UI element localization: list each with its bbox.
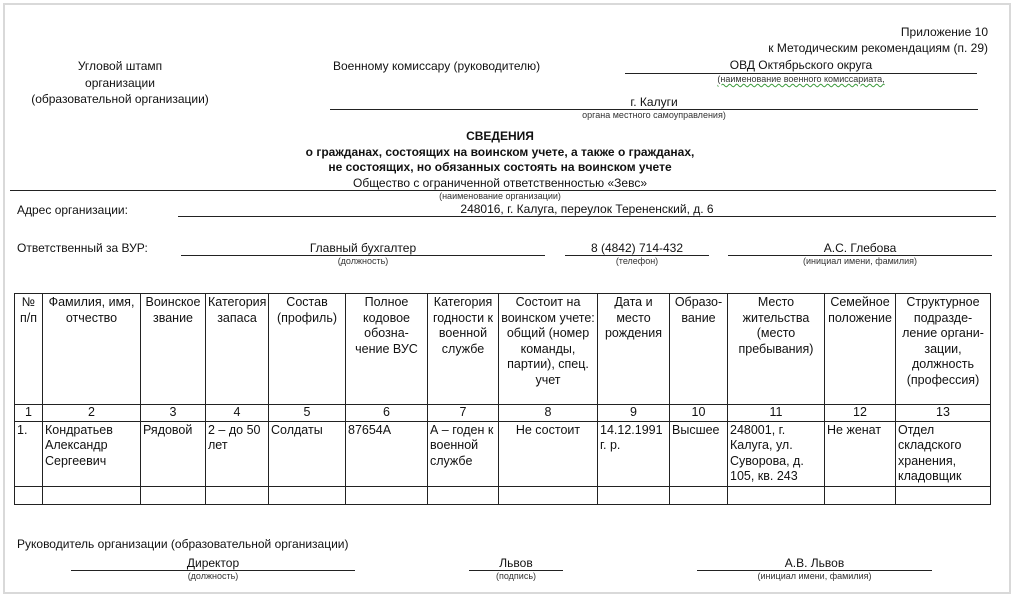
table-header-row: [15, 294, 991, 405]
address-value: 248016, г. Калуга, переулок Терененский, д. 6: [460, 202, 714, 216]
table-row: [15, 421, 991, 486]
header-vus-code: Полное кодовое обозна-чение ВУС: [346, 294, 428, 405]
column-number: 7: [428, 405, 499, 422]
cell-number: 1.: [15, 421, 43, 486]
responsible-phone: 8 (4842) 714-432: [590, 241, 684, 255]
header-reserve-category: Категория запаса: [206, 294, 269, 405]
header-education: Образо-вание: [670, 294, 728, 405]
organization-caption: (наименование организации): [439, 191, 561, 201]
responsible-name: А.С. Глебова: [823, 241, 897, 255]
column-number: 6: [346, 405, 428, 422]
table-number-row: [15, 405, 991, 422]
column-number: 2: [43, 405, 141, 422]
cell-marital-status: Не женат: [825, 421, 896, 486]
cell-residence: 248001, г. Калуга, ул. Суворова, д. 105, кв. 243: [728, 421, 825, 486]
addressee-label: Военному комиссару (руководителю): [333, 59, 541, 73]
citizens-table: [14, 293, 991, 505]
responsible-position: Главный бухгалтер: [309, 241, 417, 255]
cell-education: Высшее: [670, 421, 728, 486]
commissariat-caption: (наименование военного комиссариата,: [717, 74, 885, 84]
table-empty-row: [15, 486, 991, 504]
column-number: 9: [598, 405, 670, 422]
document-title: СВЕДЕНИЯ: [466, 129, 534, 143]
column-number: 13: [896, 405, 991, 422]
header-rank: Воинское звание: [141, 294, 206, 405]
cell-full-name: Кондратьев Александр Сергеевич: [43, 421, 141, 486]
responsible-label: Ответственный за ВУР:: [17, 241, 148, 255]
header-department: Структурное подразде-ление органи-зации, должность (профессия): [896, 294, 991, 405]
director-name-caption: (инициал имени, фамилия): [757, 571, 872, 581]
stamp-line2: организации: [85, 76, 155, 90]
director-signature: Львов: [499, 556, 533, 570]
column-number: 3: [141, 405, 206, 422]
cell-fitness-category: А – годен к военной службе: [428, 421, 499, 486]
director-position: Директор: [186, 556, 240, 570]
cell-vus-code: 87654А: [346, 421, 428, 486]
header-number: № п/п: [15, 294, 43, 405]
stamp-line3: (образовательной организации): [31, 92, 209, 106]
director-position-caption: (должность): [187, 571, 239, 581]
header-composition: Состав (профиль): [269, 294, 346, 405]
column-number: 5: [269, 405, 346, 422]
cell-reserve-category: 2 – до 50 лет: [206, 421, 269, 486]
address-label: Адрес организации:: [17, 203, 128, 217]
column-number: 10: [670, 405, 728, 422]
header-marital-status: Семейное положение: [825, 294, 896, 405]
column-number: 11: [728, 405, 825, 422]
column-number: 12: [825, 405, 896, 422]
header-birth: Дата и место рождения: [598, 294, 670, 405]
cell-composition: Солдаты: [269, 421, 346, 486]
header-residence: Место жительства (место пребывания): [728, 294, 825, 405]
footer-label: Руководитель организации (образовательной организации): [17, 537, 349, 551]
column-number: 4: [206, 405, 269, 422]
stamp-line1: Угловой штамп: [77, 59, 163, 73]
cell-registration: Не состоит: [499, 421, 598, 486]
column-number: 1: [15, 405, 43, 422]
heading-line2: не состоящих, но обязанных состоять на воинском учете: [328, 160, 672, 174]
header-registration: Состоит на воинском учете: общий (номер команды, партии), спец. учет: [499, 294, 598, 405]
responsible-phone-caption: (телефон): [615, 256, 659, 266]
header-full-name: Фамилия, имя, отчество: [43, 294, 141, 405]
cell-rank: Рядовой: [141, 421, 206, 486]
city-value: г. Калуги: [630, 95, 678, 109]
heading-line1: о гражданах, состоящих на воинском учете, а также о гражданах,: [305, 145, 695, 159]
responsible-name-caption: (инициал имени, фамилия): [803, 256, 917, 266]
organization-name: Общество с ограниченной ответственностью «Зевс»: [352, 176, 648, 190]
cell-birth: 14.12.1991 г. р.: [598, 421, 670, 486]
commissariat-value: ОВД Октябрьского округа: [729, 58, 873, 72]
responsible-position-caption: (должность): [337, 256, 389, 266]
director-signature-caption: (подпись): [495, 571, 537, 581]
header-fitness-category: Категория годности к военной службе: [428, 294, 499, 405]
city-caption: органа местного самоуправления): [582, 110, 726, 120]
address-line: [178, 216, 996, 217]
appendix-line2: к Методическим рекомендациям (п. 29): [768, 41, 988, 55]
appendix-line1: Приложение 10: [900, 25, 988, 39]
cell-department: Отдел складского хранения, кладовщик: [896, 421, 991, 486]
column-number: 8: [499, 405, 598, 422]
director-name: А.В. Львов: [784, 556, 845, 570]
